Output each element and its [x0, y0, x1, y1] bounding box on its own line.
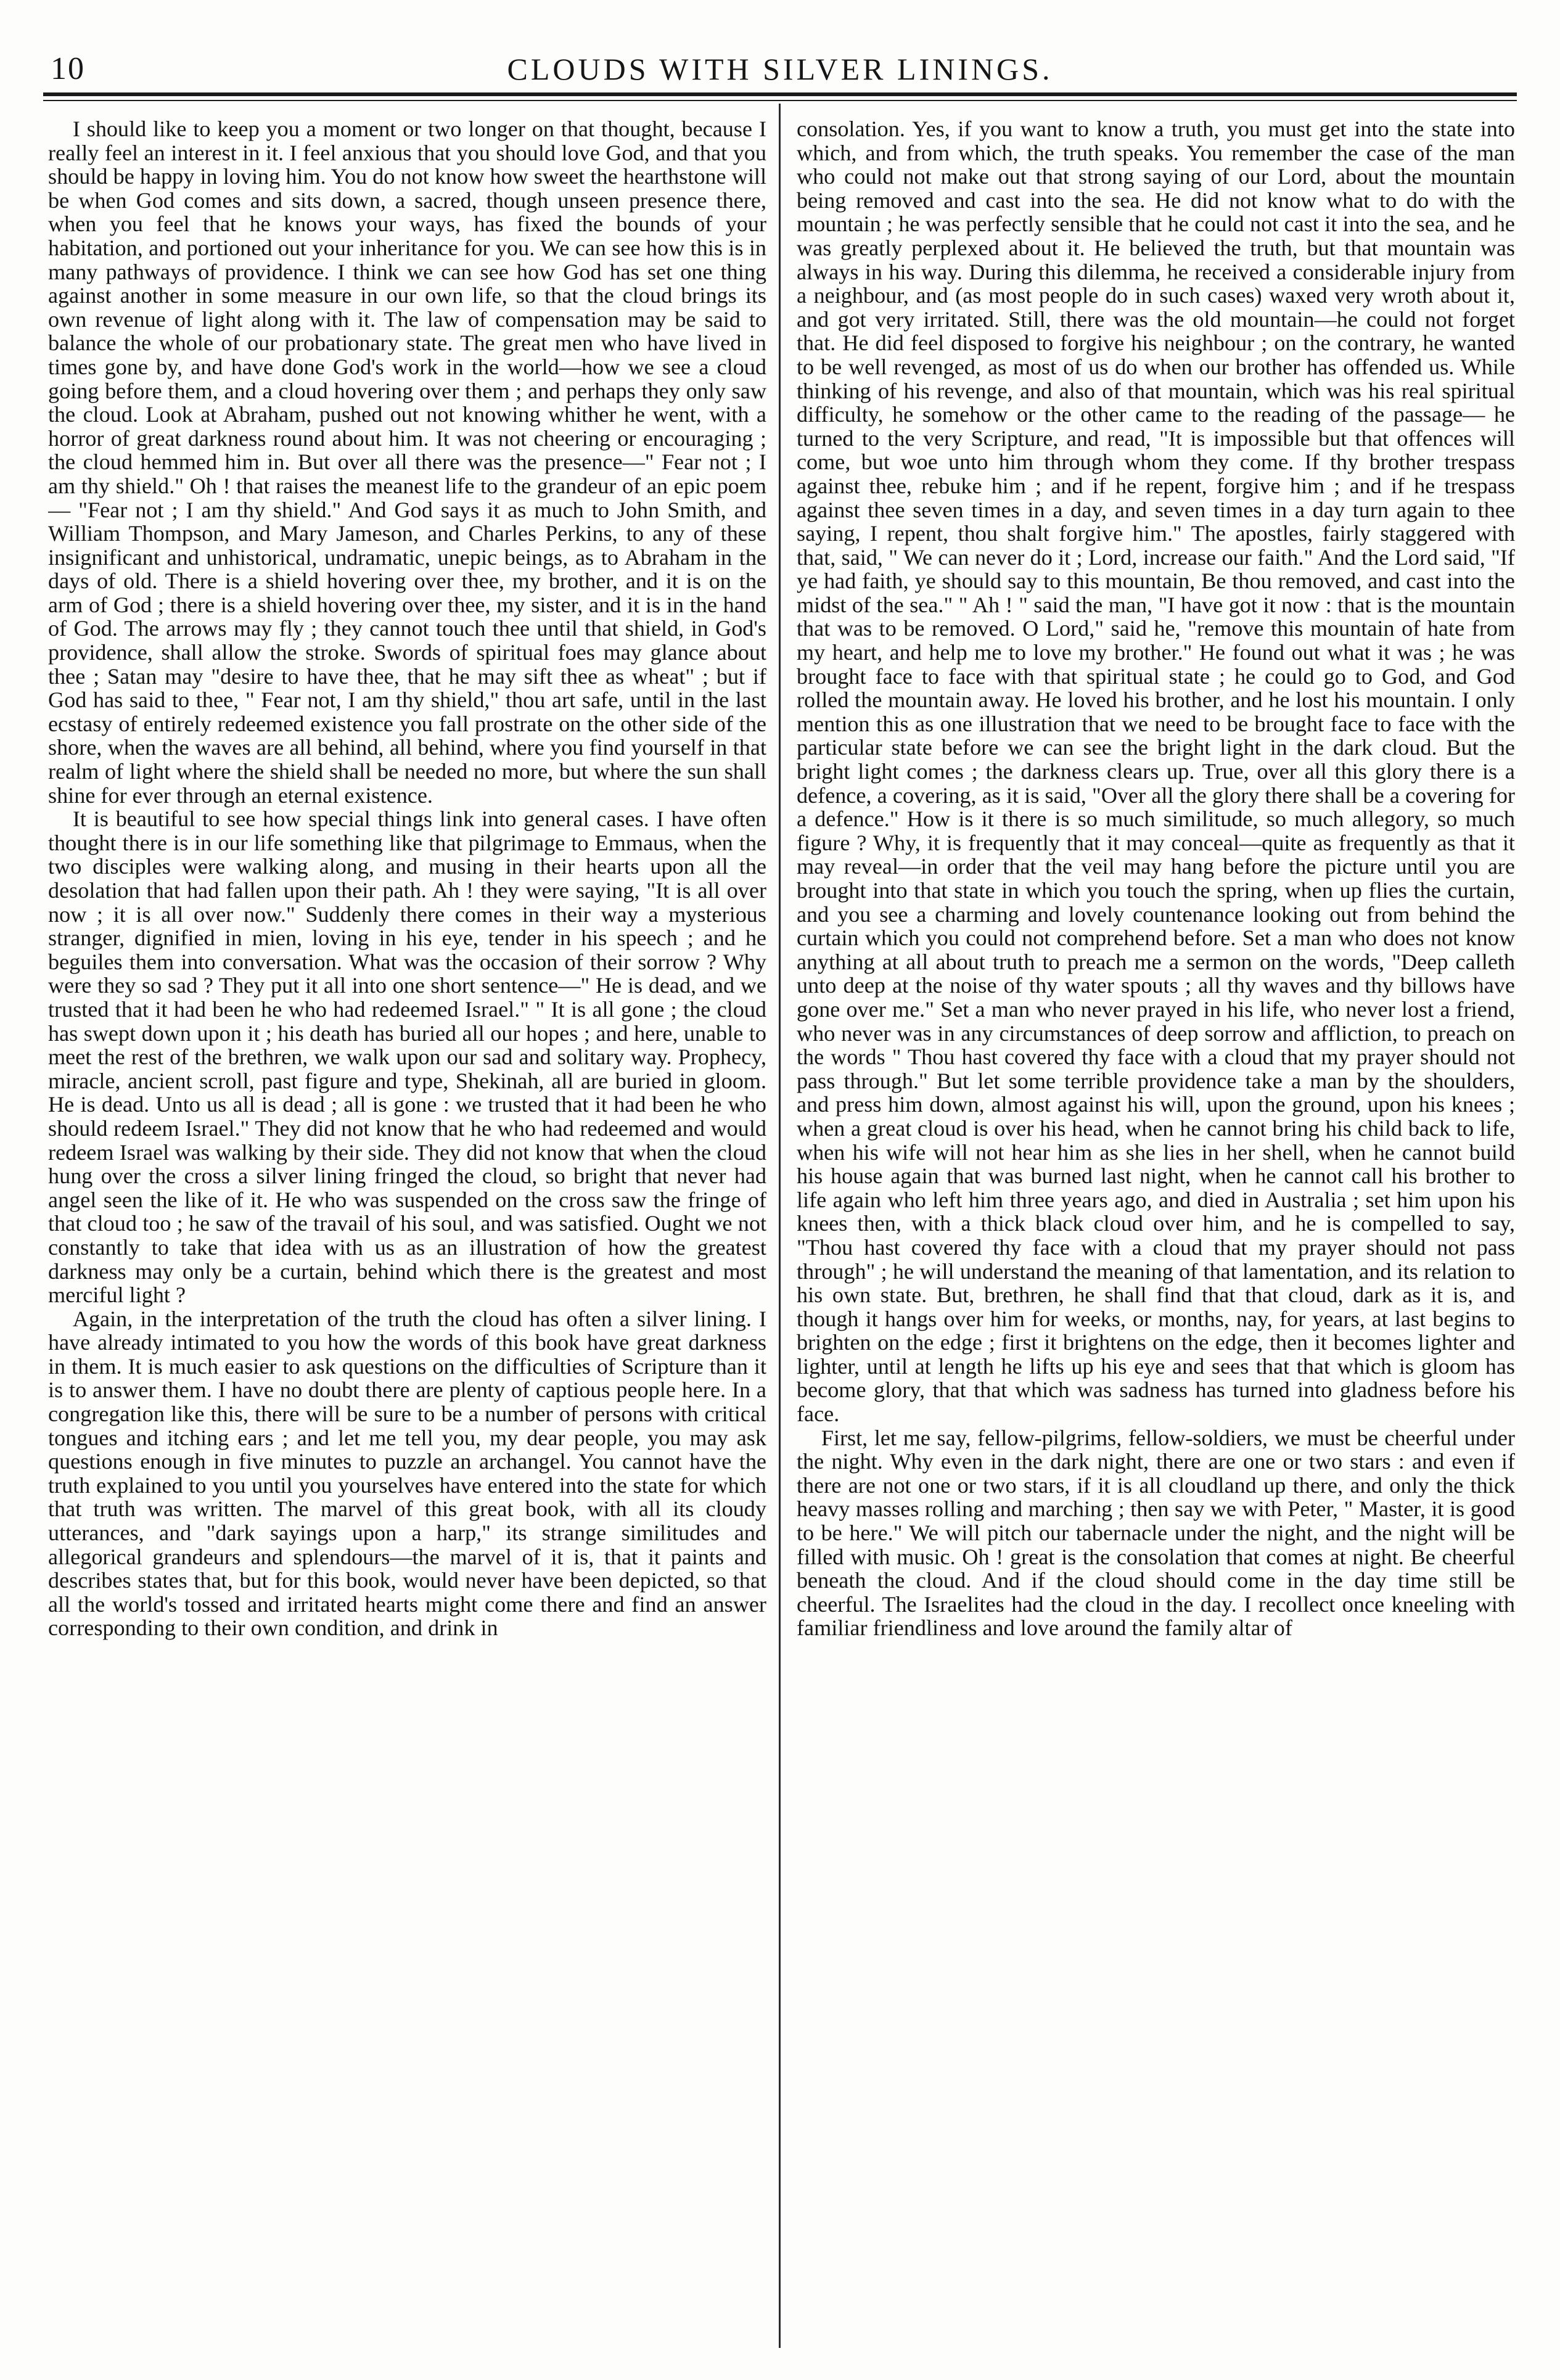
left-paragraph-3: Again, in the interpretation of the truth the cloud has often a silver lining. I have already intimated to you how the words of this book have great darkness in them. It is much easier to ask questions on the difficulties of Scripture than it is to answer them. I have no doubt there are plenty of captious people here. In a congregation like this, there will be sure to be a number of persons with critical tongues and itching ears ; and let me tell you, my dear people, you may ask questions enough in five minutes to puzzle an archangel. You cannot have the truth explained to you until you yourselves have entered into the state for which that truth was written. The marvel of this great book, with all its cloudy utterances, and "dark sayings upon a harp," its strange similitudes and allegorical grandeurs and splendours—the marvel of it is, that it paints and describes states that, but for this book, would never have been depicted, so that all the world's tossed and irritated hearts might come there and find an answer corresponding to their own condition, and drink in — [48, 1306, 766, 1641]
right-paragraph-2: First, let me say, fellow-pilgrims, fellow-soldiers, we must be cheerful under the night. Why even in the dark night, there are one or two stars : and even if there are not one or two stars, if it is all cloudland up there, and only the thick heavy masses rolling and marching ; then say we with Peter, " Master, it is good to be here." We will pitch our tabernacle under the night, and the night will be filled with music. Oh ! great is the consolation that comes at night. Be cheerful beneath the cloud. And if the cloud should come in the day time still be cheerful. The Israelites had the cloud in the day. I recollect once kneeling with familiar friendliness and love around the family altar of — [797, 1425, 1515, 1641]
right-column — [797, 117, 1515, 2349]
left-column — [48, 117, 766, 2349]
left-paragraph-2: It is beautiful to see how special things link into general cases. I have often thought there is in our life something like that pilgrimage to Emmaus, when the two disciples were walking along, and musing in their hearts upon all the desolation that had fallen upon their path. Ah ! they were saying, "It is all over now ; it is all over now." Suddenly there comes in their way a mysterious stranger, dignified in mien, loving in his eye, tender in his speech ; and he beguiles them into conversation. What was the occasion of their sorrow ? Why were they so sad ? They put it all into one short sentence—" He is dead, and we trusted that it had been he who had redeemed Israel." " It is all gone ; the cloud has swept down upon it ; his death has buried all our hopes ; and here, unable to meet the rest of the brethren, we walk upon our sad and solitary way. Prophecy, miracle, ancient scroll, past figure and type, Shekinah, all are buried in gloom. He is dead. Unto us all is dead ; all is gone : we trusted that it had been he who should redeem Israel." They did not know that he who had redeemed and would redeem Israel was walking by their side. They did not know that when the cloud hung over the cross a silver lining fringed the cloud, so bright that never had angel seen the like of it. He who was suspended on the cross saw the fringe of that cloud too ; he saw of the travail of his soul, and was satisfied. Ought we not constantly to take that idea with us as an illustration of how the greatest darkness may only be a curtain, behind which there is the greatest and most merciful light ? — [48, 806, 766, 1308]
page-header — [43, 35, 1517, 94]
right-paragraph-1: consolation. Yes, if you want to know a truth, you must get into the state into which, and from which, the truth speaks. You remember the case of the man who could not make out that strong saying of our Lord, about the mountain being removed and cast into the sea. He did not know what to do with the mountain ; he was perfectly sensible that he could not cast it into the sea, and he was greatly perplexed about it. He believed the truth, but that mountain was always in his way. During this dilemma, he received a considerable injury from a neighbour, and (as most people do in such cases) waxed very wroth about it, and got very irritated. Still, there was the old mountain—he could not forget that. He did feel disposed to forgive his neighbour ; on the contrary, he wanted to be well revenged, as most of us do when our brother has offended us. While thinking of his revenge, and also of that mountain, which was his real spiritual difficulty, he somehow or the other came to the reading of the passage— he turned to the very Scripture, and read, "It is impossible but that offences will come, but woe unto him through whom they come. If thy brother trespass against thee, rebuke him ; and if he repent, forgive him ; and if he trespass against thee seven times in a day, and seven times in a day turn again to thee saying, I repent, thou shalt forgive him." The apostles, fairly staggered with that, said, " We can never do it ; Lord, increase our faith." And the Lord said, "If ye had faith, ye should say to this mountain, Be thou removed, and cast into the midst of the sea." " Ah ! " said the man, "I have got it now : that is the mountain that was to be removed. O Lord," said he, "remove this mountain of hate from my heart, and help me to love my brother." He found out what it was ; he was brought face to face with that spiritual state ; he could go to God, and God rolled the mountain away. He loved his brother, and he lost his mountain. I only mention this as one illustration that we need to be brought face to face with the particular state before we can see the bright light in the dark cloud. But the bright light comes ; the darkness clears up. True, over all this glory there is a defence, a covering, as it is said, "Over all the glory there shall be a covering for a defence." How is it there is so much similitude, so much allegory, so much figure ? Why, it is frequently that it may conceal—quite as frequently as that it may reveal—in order that the veil may hang before the picture until you are brought into that state in which you touch the spring, when up flies the curtain, and you see a charming and lovely countenance looking out from behind the curtain which you could not comprehend before. Set a man who does not know anything at all about truth to preach me a sermon on the words, "Deep calleth unto deep at the noise of thy water spouts ; all thy waves and thy billows have gone over me." Set a man who never prayed in his life, who never lost a friend, who never was in any circumstances of deep sorrow and affliction, to preach on the words " Thou hast covered thy face with a cloud that my prayer should not pass through." But let some terrible providence take a man by the shoulders, and press him down, almost against his will, upon the ground, upon his knees ; when a great cloud is over his head, when he cannot bring his child back to life, when his wife will not hear him as she lies in her shell, when he cannot build his house again that was burned last night, when he cannot call his brother to life again who left him three years ago, and died in Australia ; set him upon his knees then, with a thick black cloud over him, and he is compelled to say, "Thou hast covered thy face with a cloud that my prayer should not pass through" ; he will understand the meaning of that lamentation, and its relation to his own state. But, brethren, he shall find that that cloud, dark as it is, and though it hangs over him for weeks, or months, nay, for years, at last begins to brighten on the edge ; first it brightens on the edge, then it becomes lighter and lighter, until at length he lifts up his eye and sees that that which is gloom has become glory, that that which was sadness has turned into gladness before his face. — [797, 117, 1515, 1427]
header-rule-thick — [43, 92, 1517, 96]
left-paragraph-1: I should like to keep you a moment or two longer on that thought, because I really feel an interest in it. I feel anxious that you should love God, and that you should be happy in loving him. You do not know how sweet the hearthstone will be when God comes and sits down, a sacred, though unseen presence there, when you feel that he knows your ways, has fixed the bounds of your habitation, and portioned out your inheritance for you. We can see how this is in many pathways of providence. I think we can see how God has set one thing against another in some measure in our own life, so that the cloud brings its own revenue of light along with it. The law of compensation may be said to balance the whole of our probationary state. The great men who have lived in times gone by, and have done God's work in the world—how we see a cloud going before them, and a cloud hovering over them ; and perhaps they only saw the cloud. Look at Abraham, pushed out not knowing whither he went, with a horror of great darkness round about him. It was not cheering or encouraging ; the cloud hemmed him in. But over all there was the presence—" Fear not ; I am thy shield." Oh ! that raises the meanest life to the grandeur of an epic poem— "Fear not ; I am thy shield." And God says it as much to John Smith, and William Thompson, and Mary Jameson, and Charles Perkins, to any of these insignificant and unhistorical, undramatic, unepic beings, as to Abraham in the days of old. There is a shield hovering over thee, my brother, and it is on the arm of God ; there is a shield hovering over thee, my sister, and it is in the hand of God. The arrows may fly ; they cannot touch thee until that shield, in God's providence, shall allow the stroke. Swords of spiritual foes may glance about thee ; Satan may "desire to have thee, that he may sift thee as wheat" ; but if God has said to thee, " Fear not, I am thy shield," thou art safe, until in the last ecstasy of entirely redeemed existence you fall prostrate on the other side of the shore, when the waves are all behind, all behind, where you find yourself in that realm of light where the shield shall be needed no more, but where the sun shall shine for ever through an eternal existence. — [48, 117, 766, 808]
page-number: 10 — [51, 51, 85, 86]
running-head: CLOUDS WITH SILVER LININGS. — [507, 52, 1053, 86]
column-divider — [779, 104, 781, 2348]
header-rule-thin — [43, 100, 1517, 101]
